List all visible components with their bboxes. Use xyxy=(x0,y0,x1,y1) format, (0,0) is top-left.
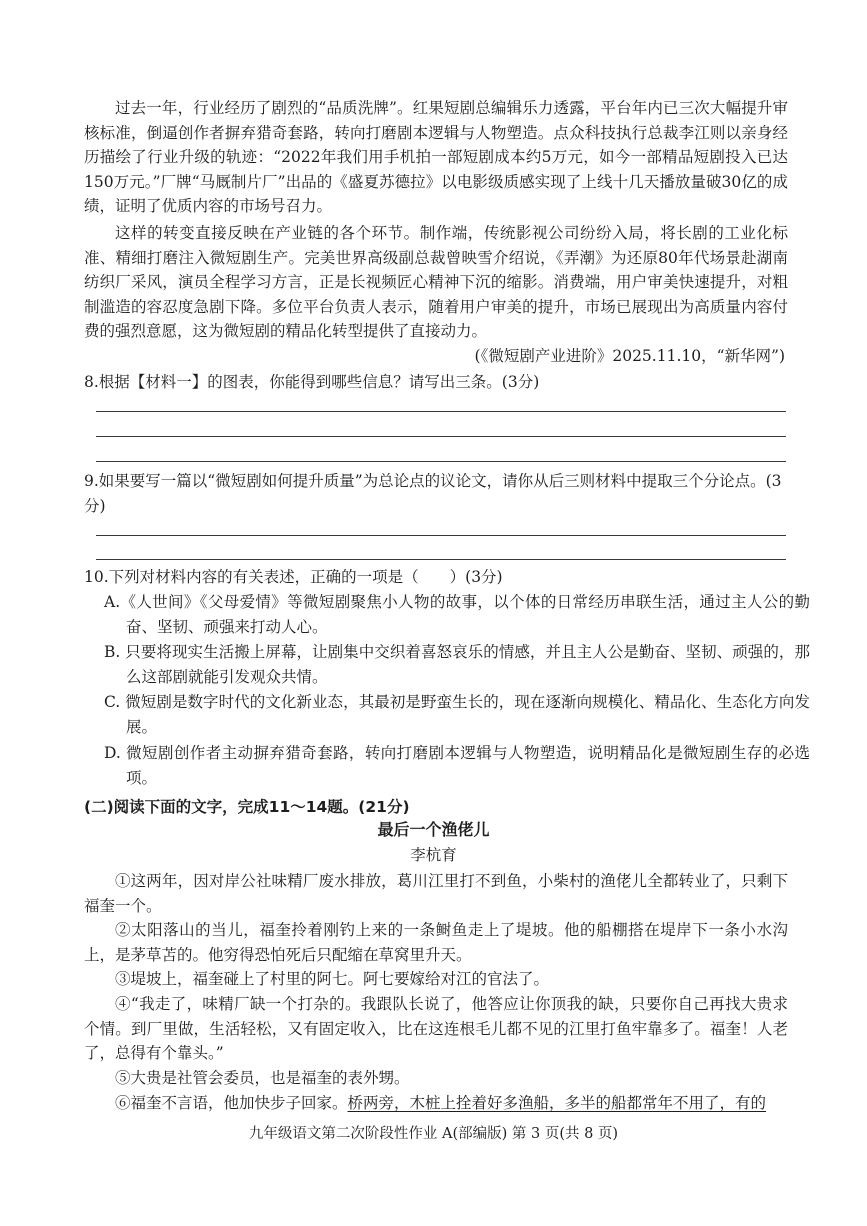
story-paragraph-5: ⑤大贵是社管会委员，也是福奎的表外甥。 xyxy=(115,1069,410,1087)
answer-line[interactable] xyxy=(96,559,786,560)
story-paragraph-4: ④“我走了，味精厂缺一个打杂的。我跟队长说了，他答应让你顶我的缺，只要你自己再找大贵求个情。到厂里做，生活轻松，又有固定收入，比在这连根毛儿都不见的江里打鱼牢靠多了。福奎！人老了，总得有个靠头。” xyxy=(84,995,788,1062)
question-9: 9.如果要写一篇以“微短剧如何提升质量”为总论点的议论文，请你从后三则材料中提取三个分论点。(3分) xyxy=(84,472,782,515)
question-10: 10.下列对材料内容的有关表述，正确的一项是（ ）(3分) xyxy=(84,568,503,586)
option-a: A.《人世间》《父母爱情》等微短剧聚焦小人物的故事，以个体的日常经历串联生活，通过主人公的勤奋、坚韧、顽强来打动人心。 xyxy=(104,593,810,636)
section-heading: (二)阅读下面的文字，完成11～14题。(21分) xyxy=(84,798,410,816)
story-paragraph-6 xyxy=(84,1091,788,1116)
option-d: D. 微短剧创作者主动摒弃猎奇套路，转向打磨剧本逻辑与人物塑造，说明精品化是微短剧生存的必选项。 xyxy=(104,744,810,787)
story-paragraph-3: ③堤坡上，福奎碰上了村里的阿七。阿七要嫁给对江的官法了。 xyxy=(115,970,550,988)
option-b: B. 只要将现实生活搬上屏幕，让剧集中交织着喜怒哀乐的情感，并且主人公是勤奋、坚韧、顽强的，那么这部剧就能引发观众共情。 xyxy=(104,643,810,686)
answer-line[interactable] xyxy=(96,535,786,536)
answer-line[interactable] xyxy=(96,411,786,412)
page-footer: 九年级语文第二次阶段性作业 A(部编版) 第 3 页(共 8 页) xyxy=(248,1126,619,1142)
material-paragraph-2: 这样的转变直接反映在产业链的各个环节。制作端，传统影视公司纷纷入局，将长剧的工业化标准、精细打磨注入微短剧生产。完美世界高级副总裁曾映雪介绍说，《弄潮》为还原80年代场景赴湖南纺织厂采风，演员全程学习方言，正是长视频匠心精神下沉的缩影。消费端，用户审美快速提升，对粗制滥造的容忍度急剧下降。多位平台负责人表示，随着用户审美的提升，市场已展现出为高质量内容付费的强烈意愿，这为微短剧的精品化转型提供了直接动力。 xyxy=(84,224,788,341)
answer-line[interactable] xyxy=(96,436,786,437)
question-8: 8.根据【材料一】的图表，你能得到哪些信息？请写出三条。(3分) xyxy=(84,373,540,391)
story-paragraph-2: ②太阳落山的当儿，福奎拎着刚钓上来的一条鲥鱼走上了堤坡。他的船棚搭在堤岸下一条小水沟上，是茅草苫的。他穷得恐怕死后只配缩在草窝里升天。 xyxy=(84,921,788,964)
underlined-sentence: 桥两旁，木桩上拴着好多渔船，多半的船都常年不用了，有的 xyxy=(347,1094,767,1112)
material-paragraph-1: 过去一年，行业经历了剧烈的“品质洗牌”。红果短剧总编辑乐力透露，平台年内已三次大幅提升审核标准，倒逼创作者摒弃猎奇套路，转向打磨剧本逻辑与人物塑造。点众科技执行总裁李江则以亲身经历描绘了行业升级的轨迹：“2022年我们用手机拍一部短剧成本约5万元，如今一部精品短剧投入已达150万元。”厂牌“马厩制片厂”出品的《盛夏苏德拉》以电影级质感实现了上线十几天播放量破30亿的成绩，证明了优质内容的市场号召力。 xyxy=(84,99,788,216)
material-source: (《微短剧产业进阶》2025.11.10，“新华网”) xyxy=(474,347,785,365)
story-paragraph-1: ①这两年，因对岸公社味精厂废水排放，葛川江里打不到鱼，小柴村的渔佬儿全都转业了，只剩下福奎一个。 xyxy=(84,872,788,915)
story-paragraph-6-text: ⑥福奎不言语，他加快步子回家。 xyxy=(115,1094,348,1112)
story-title: 最后一个渔佬儿 xyxy=(377,820,490,839)
option-c: C. 微短剧是数字时代的文化新业态，其最初是野蛮生长的，现在逐渐向规模化、精品化、生态化方向发展。 xyxy=(104,693,810,736)
answer-line[interactable] xyxy=(96,461,786,462)
story-author: 李杭育 xyxy=(410,846,457,864)
